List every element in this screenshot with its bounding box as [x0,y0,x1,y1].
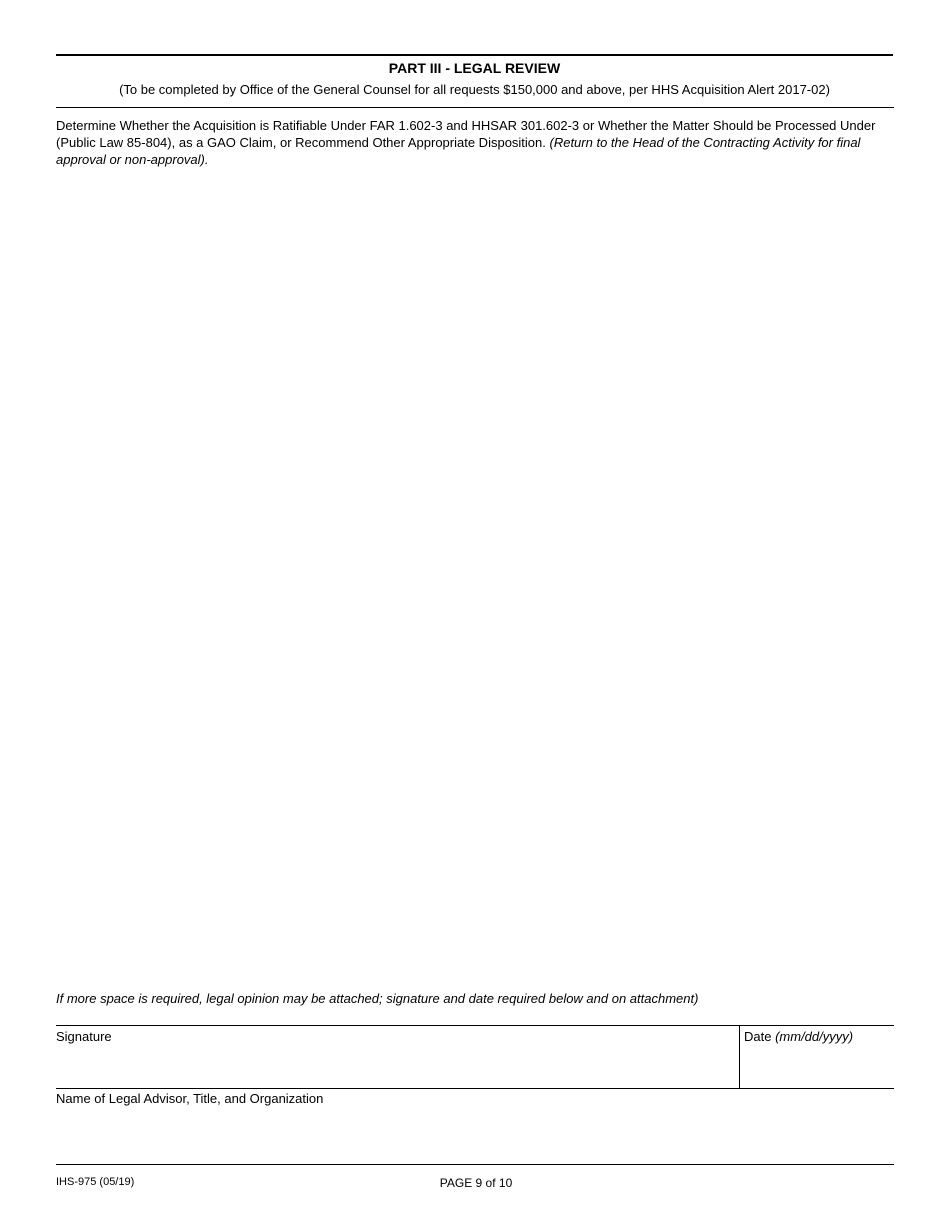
page-number: PAGE 9 of 10 [439,1176,513,1190]
footer-rule [56,1164,894,1165]
legal-advisor-name-label: Name of Legal Advisor, Title, and Organization [56,1091,324,1106]
subtitle-rule [56,107,894,108]
instructions-text [56,117,876,168]
part-title: PART III - LEGAL REVIEW [388,60,561,76]
form-id: IHS-975 (05/19) [56,1176,135,1188]
legal-review-response-field[interactable] [56,176,893,976]
attachment-note: If more space is required, legal opinion may be attached; signature and date required below and on attachment) [56,991,699,1006]
date-label [744,1028,853,1045]
signature-label: Signature [56,1029,112,1044]
signature-field[interactable] [56,1026,739,1088]
date-label-text: Date [744,1029,776,1044]
instructions-main: Determine Whether the Acquisition is Ratifiable Under FAR 1.602-3 and HHSAR 301.602-3 or Whether the Matter Should be Processed Under (Public Law 85-804), as a GAO Claim, or Recommend Other Appropriate Disposition. [56,118,876,150]
instructions-italic-note: (Return to the Head of the Contracting Activity for final approval or non-approval). [56,135,861,167]
top-rule [56,54,893,56]
date-format-hint: (mm/dd/yyyy) [775,1029,854,1044]
part-subtitle: (To be completed by Office of the General Counsel for all requests $150,000 and above, per HHS Acquisition Alert 2017-02) [119,82,830,97]
